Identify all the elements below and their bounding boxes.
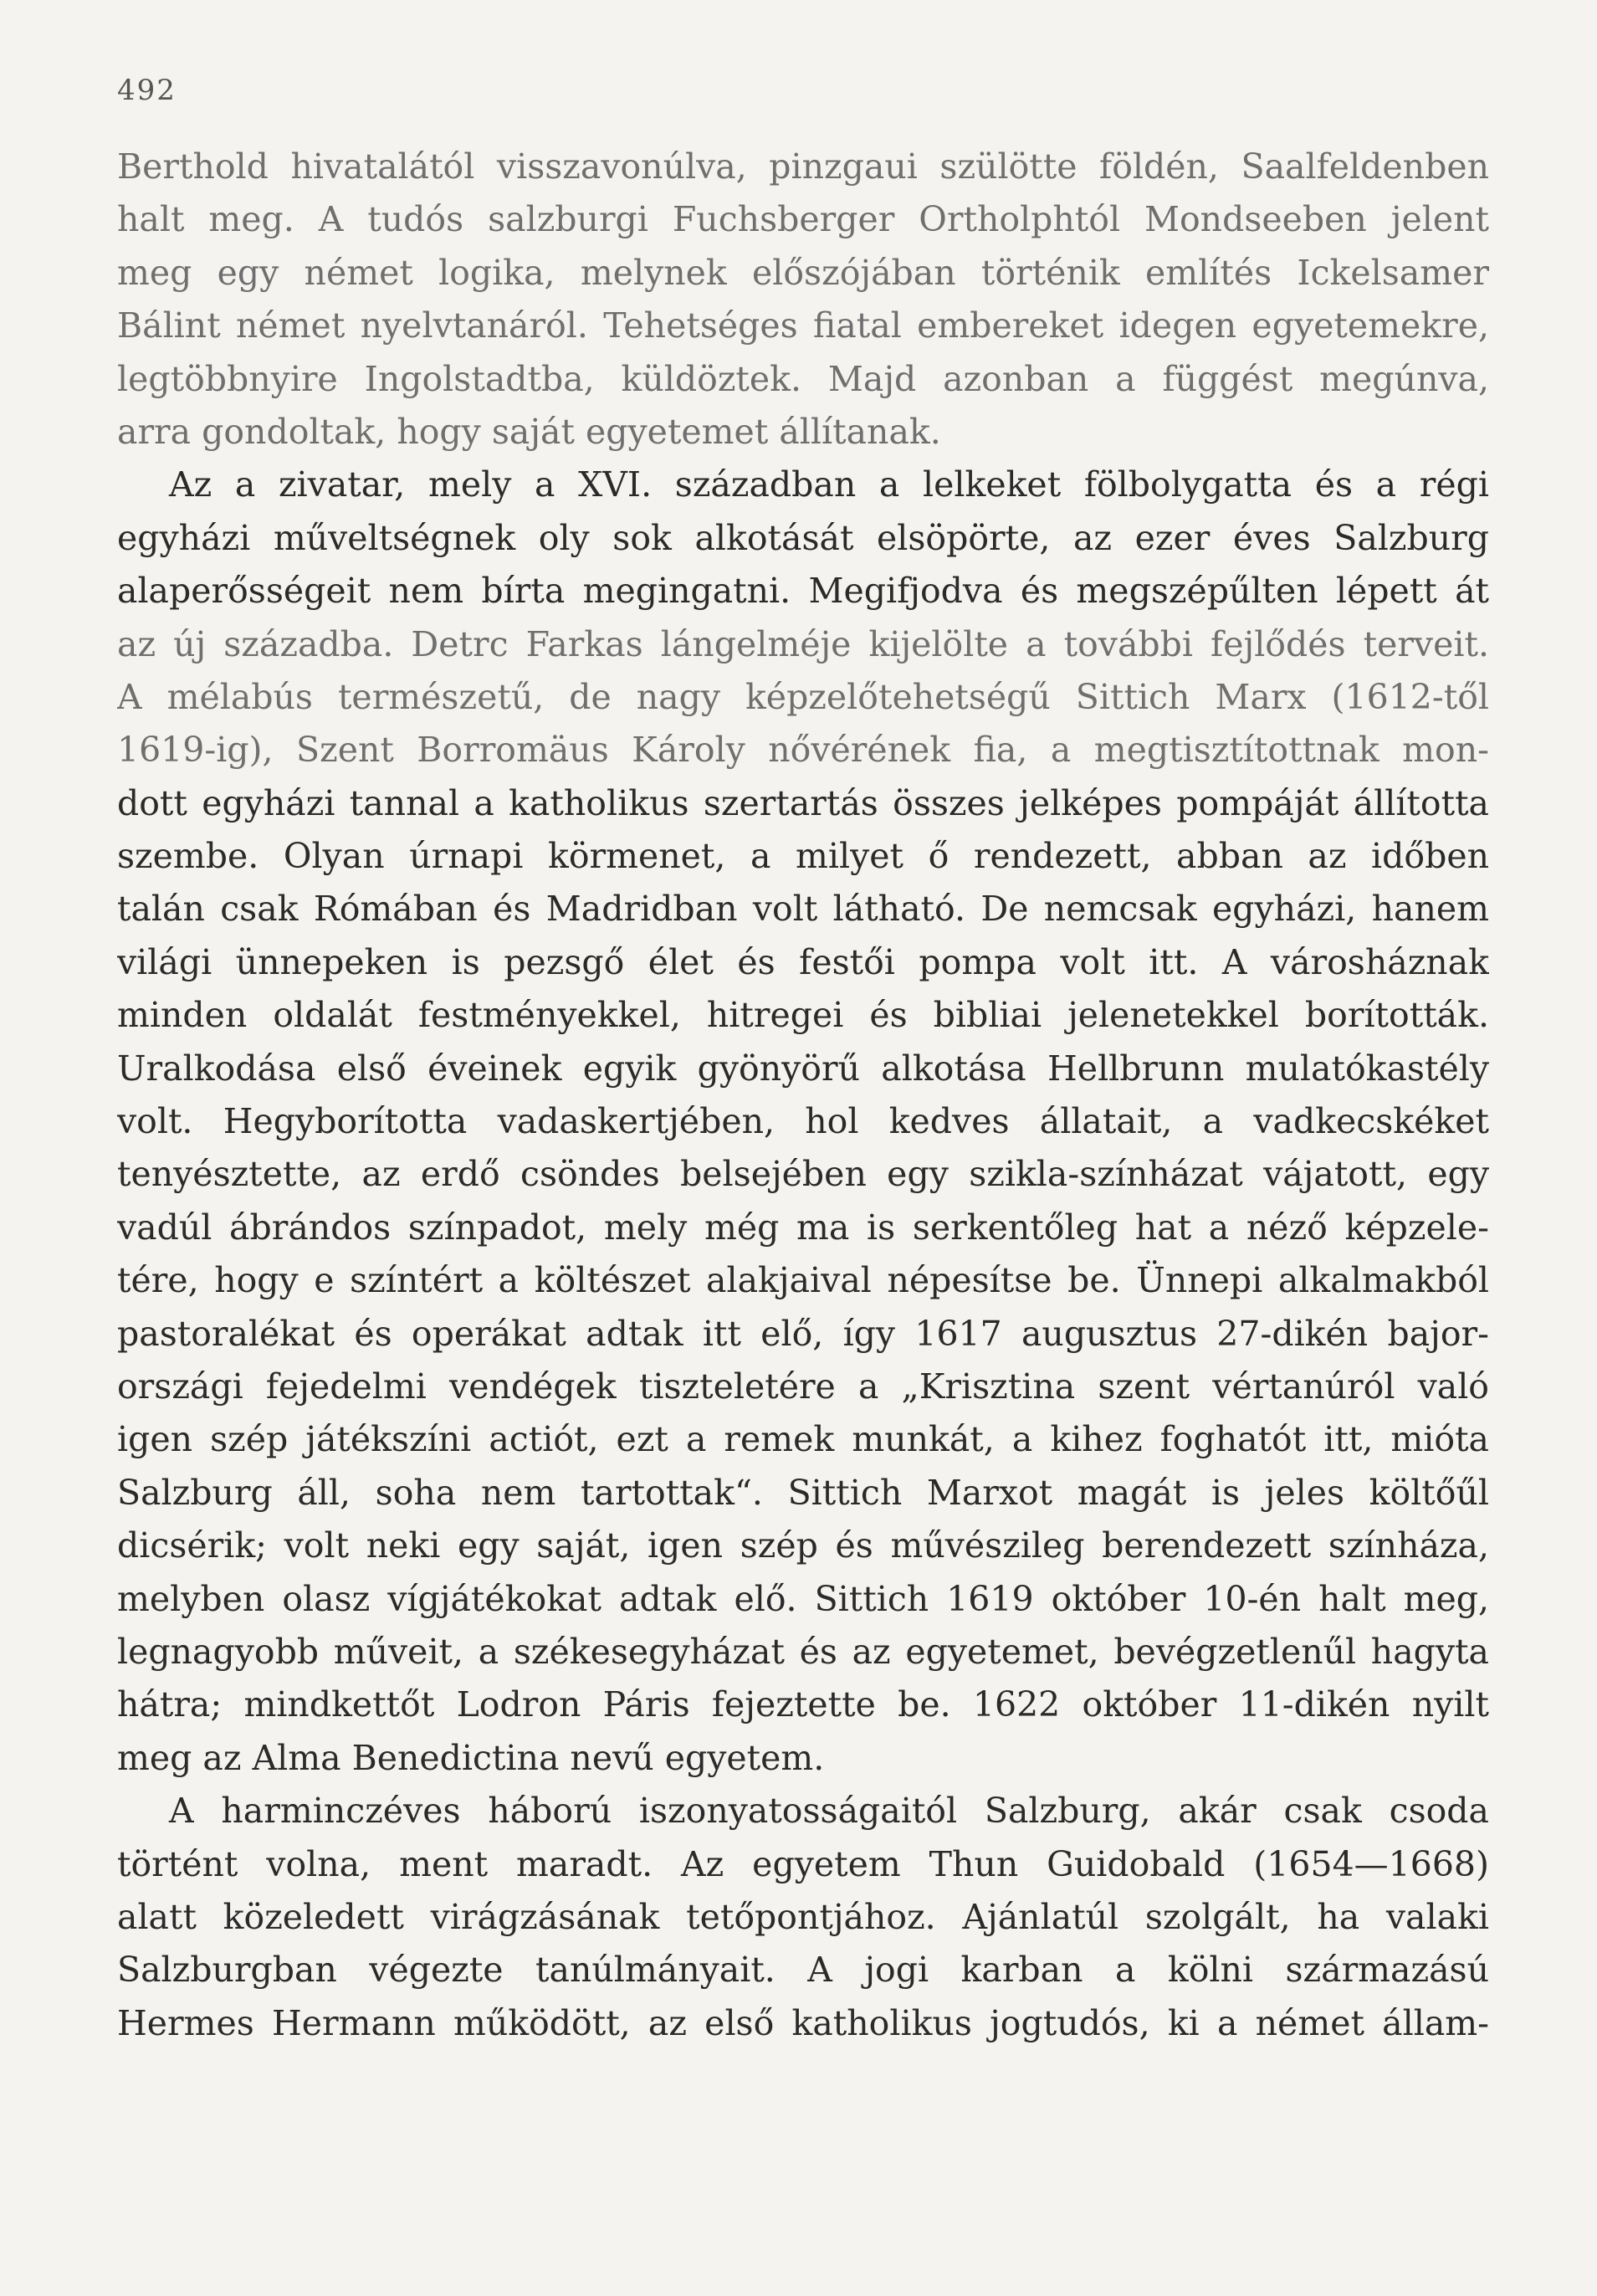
text-line: szembe. Olyan úrnapi körmenet, a milyet ő rendezett, abban az időben (117, 836, 1489, 877)
text-line: pastoralékat és operákat adtak itt elő, így 1617 augusztus 27-dikén bajor- (117, 1313, 1489, 1354)
text-line: alatt közeledett virágzásának tetőpontjához. Ajánlatúl szolgált, ha valaki (117, 1896, 1489, 1937)
text-line: országi fejedelmi vendégek tiszteletére a „Krisztina szent vértanúról való (117, 1366, 1489, 1407)
text-line: A harminczéves háború iszonyatosságaitól Salzburg, akár csak csoda (169, 1791, 1489, 1832)
text-line: tenyésztette, az erdő csöndes belsejében egy szikla-színházat vájatott, egy (117, 1154, 1489, 1195)
text-line: A mélabús természetű, de nagy képzelőtehetségű Sittich Marx (1612-től (117, 676, 1489, 717)
text-line: hátra; mindkettőt Lodron Páris fejeztette be. 1622 október 11-dikén nyilt (117, 1684, 1489, 1725)
text-line: talán csak Rómában és Madridban volt látható. De nemcsak egyházi, hanem (117, 889, 1489, 930)
text-line: arra gondoltak, hogy saját egyetemet állítanak. (117, 411, 941, 452)
text-line: vadúl ábrándos színpadot, mely még ma is serkentőleg hat a néző képzele- (117, 1207, 1489, 1248)
text-line: meg az Alma Benedictina nevű egyetem. (117, 1737, 825, 1778)
text-line: meg egy német logika, melynek előszójában történik említés Ickelsamer (117, 252, 1489, 293)
text-line: Hermes Hermann működött, az első katholikus jogtudós, ki a német állam- (117, 2002, 1489, 2043)
text-line: történt volna, ment maradt. Az egyetem Thun Guidobald (1654—1668) (117, 1843, 1489, 1884)
text-line: halt meg. A tudós salzburgi Fuchsberger Ortholphtól Mondseeben jelent (117, 199, 1489, 240)
text-line: egyházi műveltségnek oly sok alkotását elsöpörte, az ezer éves Salzburg (117, 517, 1489, 558)
text-line: legtöbbnyire Ingolstadtba, küldöztek. Majd azonban a függést megúnva, (117, 358, 1489, 399)
text-line: dott egyházi tannal a katholikus szertartás összes jelképes pompáját állította (117, 782, 1489, 823)
text-line: Az a zivatar, mely a XVI. században a lelkeket fölbolygatta és a régi (169, 464, 1489, 505)
text-line: legnagyobb műveit, a székesegyházat és az egyetemet, bevégzetlenűl hagyta (117, 1631, 1489, 1672)
text-line: minden oldalát festményekkel, hitregei és bibliai jelenetekkel borították. (117, 995, 1489, 1036)
text-line: 1619-ig), Szent Borromäus Károly nővérének fia, a megtisztítottnak mon- (117, 730, 1489, 771)
text-line: Uralkodása első éveinek egyik gyönyörű alkotása Hellbrunn mulatókastély (117, 1048, 1489, 1089)
text-line: tére, hogy e színtért a költészet alakjaival népesítse be. Ünnepi alkalmakból (117, 1260, 1489, 1301)
text-line: alaperősségeit nem bírta megingatni. Megifjodva és megszépűlten lépett át (117, 571, 1489, 612)
text-line: Berthold hivatalától visszavonúlva, pinzgaui szülötte földén, Saalfeldenben (117, 146, 1489, 187)
body-text (117, 141, 1489, 2050)
text-line: dicsérik; volt neki egy saját, igen szép és művészileg berendezett színháza, (117, 1525, 1489, 1566)
text-line: világi ünnepeken is pezsgő élet és festői pompa volt itt. A városháznak (117, 941, 1489, 982)
text-line: Bálint német nyelvtanáról. Tehetséges fiatal embereket idegen egyetemekre, (117, 305, 1489, 346)
text-line: Salzburgban végezte tanúlmányait. A jogi karban a kölni származású (117, 1950, 1489, 1991)
text-line: volt. Hegyborította vadaskertjében, hol kedves állatait, a vadkecskéket (117, 1101, 1489, 1142)
text-line: Salzburg áll, soha nem tartottak“. Sittich Marxot magát is jeles költőűl (117, 1472, 1489, 1513)
text-line: melyben olasz vígjátékokat adtak elő. Sittich 1619 október 10-én halt meg, (117, 1578, 1489, 1619)
text-line: igen szép játékszíni actiót, ezt a remek munkát, a kihez foghatót itt, mióta (117, 1419, 1489, 1460)
page-number: 492 (117, 74, 177, 107)
text-line: az új századba. Detrc Farkas lángelméje kijelölte a további fejlődés terveit. (117, 623, 1489, 664)
